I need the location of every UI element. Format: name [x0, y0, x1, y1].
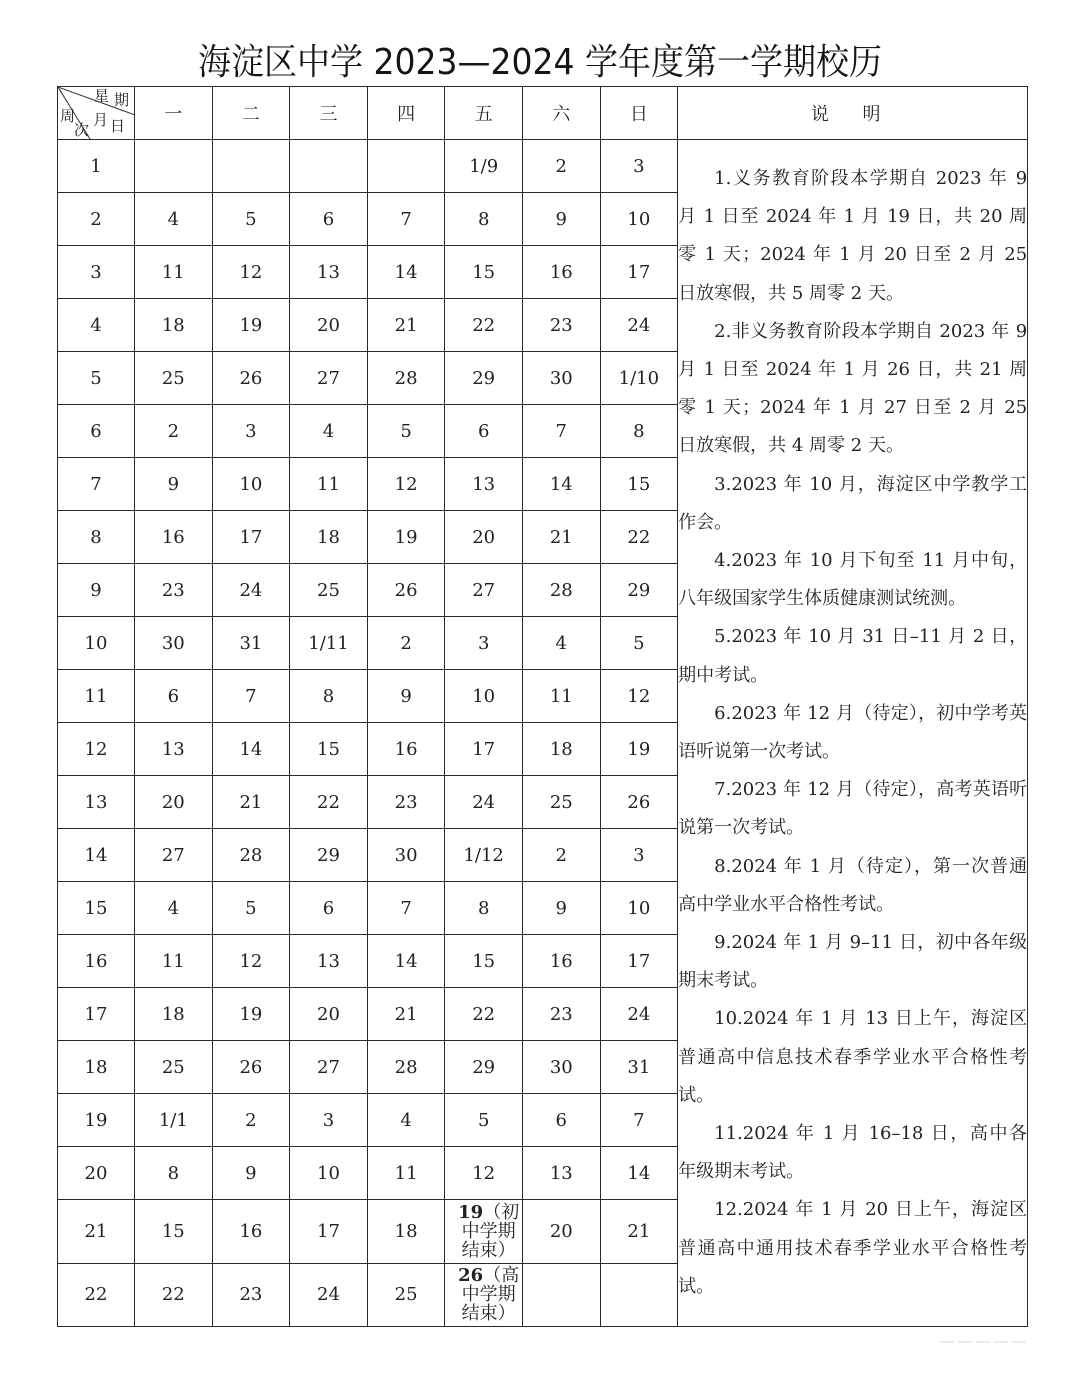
- day-cell: 16: [522, 935, 600, 988]
- day-cell: 1/12: [445, 829, 523, 882]
- day-cell: 10: [212, 458, 290, 511]
- note-item: 6.2023 年 12 月（待定），初中学考英语听说第一次考试。: [678, 702, 1028, 762]
- week-number-cell: 13: [58, 776, 135, 829]
- day-cell: 17: [212, 511, 290, 564]
- day-cell: 14: [600, 1147, 678, 1200]
- day-cell: 6: [522, 1094, 600, 1147]
- day-cell: 8: [445, 882, 523, 935]
- day-cell: 14: [522, 458, 600, 511]
- note-item: 3.2023 年 10 月，海淀区中学教学工作会。: [678, 473, 1028, 533]
- day-cell: 15: [445, 246, 523, 299]
- day-cell: 6: [445, 405, 523, 458]
- note-item: 11.2024 年 1 月 16–18 日，高中各年级期末考试。: [678, 1123, 1028, 1183]
- day-cell: 2: [135, 405, 213, 458]
- day-cell: 6: [290, 193, 368, 246]
- day-cell: 21: [367, 299, 445, 352]
- day-cell: 9: [212, 1147, 290, 1200]
- day-cell: 20: [445, 511, 523, 564]
- day-cell: 10: [445, 670, 523, 723]
- note-item: 1.义务教育阶段本学期自 2023 年 9 月 1 日至 2024 年 1 月 19 日，共 20 周零 1 天；2024 年 1 月 20 日至 2 月 25 日放寒假，共 5 周零 2 天。: [678, 167, 1028, 304]
- corner-label-xing: 星: [94, 87, 110, 105]
- day-cell: 19: [600, 723, 678, 776]
- day-cell: [212, 140, 290, 193]
- day-cell: 6: [135, 670, 213, 723]
- day-cell: 29: [290, 829, 368, 882]
- day-cell: 8: [135, 1147, 213, 1200]
- day-cell: 31: [212, 617, 290, 670]
- day-cell: 27: [290, 1041, 368, 1094]
- day-cell: 12: [445, 1147, 523, 1200]
- day-cell: 1/11: [290, 617, 368, 670]
- day-cell: 22: [290, 776, 368, 829]
- day-cell: 23: [522, 299, 600, 352]
- day-cell: 26: [600, 776, 678, 829]
- day-cell: 23: [367, 776, 445, 829]
- day-cell: 28: [522, 564, 600, 617]
- day-cell: 18: [135, 988, 213, 1041]
- day-cell: 28: [367, 352, 445, 405]
- header-day-thu: 四: [367, 87, 445, 140]
- day-cell: 10: [290, 1147, 368, 1200]
- day-cell: 15: [135, 1200, 213, 1264]
- day-cell: 3: [290, 1094, 368, 1147]
- watermark: [940, 1328, 1050, 1334]
- day-cell: 8: [600, 405, 678, 458]
- day-cell: 14: [367, 935, 445, 988]
- note-item: 5.2023 年 10 月 31 日–11 月 2 日，期中考试。: [678, 626, 1028, 686]
- day-cell: 30: [522, 1041, 600, 1094]
- day-cell: 21: [212, 776, 290, 829]
- semester-end-label: 中学期: [461, 1284, 516, 1306]
- day-cell: 7: [367, 193, 445, 246]
- semester-end-label: （初: [483, 1201, 520, 1223]
- week-number-cell: 1: [58, 140, 135, 193]
- day-cell: 13: [135, 723, 213, 776]
- day-cell: 18: [522, 723, 600, 776]
- day-cell: 20: [290, 299, 368, 352]
- day-cell: 29: [445, 1041, 523, 1094]
- day-cell: 17: [600, 246, 678, 299]
- day-cell: 8: [445, 193, 523, 246]
- day-cell: 5: [600, 617, 678, 670]
- day-cell: 13: [445, 458, 523, 511]
- week-number-cell: 17: [58, 988, 135, 1041]
- week-number-cell: 8: [58, 511, 135, 564]
- day-cell: 18: [367, 1200, 445, 1264]
- note-item: 10.2024 年 1 月 13 日上午，海淀区普通高中信息技术春季学业水平合格性考试。: [678, 1008, 1028, 1106]
- day-cell: 23: [522, 988, 600, 1041]
- day-cell: 4: [290, 405, 368, 458]
- day-cell: 26: [212, 352, 290, 405]
- week-number-cell: 3: [58, 246, 135, 299]
- day-cell: 16: [212, 1200, 290, 1264]
- day-cell: 12: [212, 246, 290, 299]
- day-cell: 25: [290, 564, 368, 617]
- page-title: 海淀区中学 2023—2024 学年度第一学期校历: [198, 40, 882, 83]
- day-cell: 27: [290, 352, 368, 405]
- day-cell: 16: [135, 511, 213, 564]
- semester-end-cell: [445, 1263, 523, 1327]
- day-cell: 25: [522, 776, 600, 829]
- day-cell: 20: [290, 988, 368, 1041]
- header-day-tue: 二: [212, 87, 290, 140]
- day-cell: 25: [135, 352, 213, 405]
- day-cell: 22: [445, 299, 523, 352]
- week-number-cell: 16: [58, 935, 135, 988]
- day-cell: 13: [522, 1147, 600, 1200]
- day-cell: 3: [445, 617, 523, 670]
- day-cell: 30: [367, 829, 445, 882]
- week-number-cell: 15: [58, 882, 135, 935]
- note-item: 2.非义务教育阶段本学期自 2023 年 9 月 1 日至 2024 年 1 月 26 日，共 21 周零 1 天；2024 年 1 月 27 日至 2 月 25 日放寒假，共 4 周零 2 天。: [678, 320, 1028, 457]
- day-cell: 10: [600, 193, 678, 246]
- week-number-cell: 10: [58, 617, 135, 670]
- day-cell: 30: [522, 352, 600, 405]
- day-cell: 16: [367, 723, 445, 776]
- note-item: 4.2023 年 10 月下旬至 11 月中旬，八年级国家学生体质健康测试统测。: [678, 549, 1028, 610]
- day-cell: 21: [522, 511, 600, 564]
- day-cell: 24: [600, 299, 678, 352]
- day-cell: 9: [522, 193, 600, 246]
- day-cell: 3: [600, 140, 678, 193]
- day-cell: 23: [135, 564, 213, 617]
- day-cell: 15: [445, 935, 523, 988]
- day-cell: 28: [212, 829, 290, 882]
- note-item: 8.2024 年 1 月（待定），第一次普通高中学业水平合格性考试。: [678, 855, 1028, 915]
- day-cell: 2: [212, 1094, 290, 1147]
- day-cell: 2: [522, 829, 600, 882]
- week-number-cell: 5: [58, 352, 135, 405]
- day-cell: 7: [522, 405, 600, 458]
- day-cell: 2: [367, 617, 445, 670]
- semester-end-label: （高: [483, 1265, 520, 1287]
- day-cell: 5: [445, 1094, 523, 1147]
- day-cell: 12: [367, 458, 445, 511]
- day-cell: 29: [600, 564, 678, 617]
- week-number-cell: 12: [58, 723, 135, 776]
- week-number-cell: 2: [58, 193, 135, 246]
- day-cell: 24: [212, 564, 290, 617]
- day-cell: [522, 1263, 600, 1327]
- day-cell: 5: [367, 405, 445, 458]
- day-cell: 23: [212, 1263, 290, 1327]
- day-cell: 12: [600, 670, 678, 723]
- day-cell: 16: [522, 246, 600, 299]
- day-cell: 22: [135, 1263, 213, 1327]
- day-cell: 31: [600, 1041, 678, 1094]
- day-cell: 20: [522, 1200, 600, 1264]
- day-cell: 17: [445, 723, 523, 776]
- day-cell: 10: [600, 882, 678, 935]
- day-cell: 24: [600, 988, 678, 1041]
- day-cell: 29: [445, 352, 523, 405]
- day-cell: 9: [522, 882, 600, 935]
- corner-label-ri: 日: [110, 117, 126, 135]
- day-cell: 17: [290, 1200, 368, 1264]
- header-row: [58, 87, 1028, 140]
- week-number-cell: 9: [58, 564, 135, 617]
- header-day-sun: 日: [600, 87, 678, 140]
- day-cell: 19: [367, 511, 445, 564]
- day-cell: 12: [212, 935, 290, 988]
- semester-end-date: 26: [458, 1265, 484, 1287]
- day-cell: 5: [212, 193, 290, 246]
- day-cell: [135, 140, 213, 193]
- day-cell: 15: [600, 458, 678, 511]
- semester-end-label: 结束）: [461, 1239, 516, 1261]
- week-number-cell: 18: [58, 1041, 135, 1094]
- semester-end-label: 结束）: [461, 1303, 516, 1325]
- day-cell: 24: [445, 776, 523, 829]
- header-day-fri: 五: [445, 87, 523, 140]
- day-cell: 13: [290, 935, 368, 988]
- day-cell: 14: [212, 723, 290, 776]
- day-cell: 8: [290, 670, 368, 723]
- day-cell: 28: [367, 1041, 445, 1094]
- notes-cell: [678, 140, 1028, 1327]
- day-cell: 4: [135, 193, 213, 246]
- day-cell: 11: [135, 935, 213, 988]
- day-cell: 22: [445, 988, 523, 1041]
- week-number-cell: 19: [58, 1094, 135, 1147]
- day-cell: 15: [290, 723, 368, 776]
- day-cell: 1/1: [135, 1094, 213, 1147]
- day-cell: 4: [135, 882, 213, 935]
- day-cell: 21: [367, 988, 445, 1041]
- day-cell: 5: [212, 882, 290, 935]
- day-cell: 26: [367, 564, 445, 617]
- day-cell: 14: [367, 246, 445, 299]
- day-cell: 22: [600, 511, 678, 564]
- table-row: [58, 140, 1028, 193]
- day-cell: [367, 140, 445, 193]
- week-number-cell: 11: [58, 670, 135, 723]
- semester-end-date: 19: [458, 1201, 484, 1223]
- day-cell: 11: [367, 1147, 445, 1200]
- day-cell: 20: [135, 776, 213, 829]
- day-cell: [290, 140, 368, 193]
- day-cell: 19: [212, 988, 290, 1041]
- corner-label-yue: 月: [93, 111, 109, 129]
- day-cell: [600, 1263, 678, 1327]
- day-cell: 9: [367, 670, 445, 723]
- corner-header-cell: [58, 87, 135, 140]
- note-item: 9.2024 年 1 月 9–11 日，初中各年级期末考试。: [678, 932, 1028, 992]
- day-cell: 21: [600, 1200, 678, 1264]
- school-calendar-table: [57, 86, 1028, 1327]
- week-number-cell: 22: [58, 1263, 135, 1327]
- note-item: 12.2024 年 1 月 20 日上午，海淀区普通高中通用技术春季学业水平合格性考试。: [678, 1199, 1028, 1297]
- day-cell: 25: [135, 1041, 213, 1094]
- corner-label-zhou: 周: [60, 107, 76, 125]
- week-number-cell: 7: [58, 458, 135, 511]
- day-cell: 25: [367, 1263, 445, 1327]
- week-number-cell: 14: [58, 829, 135, 882]
- week-number-cell: 20: [58, 1147, 135, 1200]
- day-cell: 7: [367, 882, 445, 935]
- semester-end-label: 中学期: [461, 1220, 516, 1242]
- header-day-sat: 六: [522, 87, 600, 140]
- day-cell: 3: [600, 829, 678, 882]
- day-cell: 4: [522, 617, 600, 670]
- day-cell: 24: [290, 1263, 368, 1327]
- day-cell: 7: [212, 670, 290, 723]
- header-notes: 说 明: [678, 87, 1028, 140]
- day-cell: 27: [445, 564, 523, 617]
- week-number-cell: 6: [58, 405, 135, 458]
- week-number-cell: 21: [58, 1200, 135, 1264]
- day-cell: 30: [135, 617, 213, 670]
- day-cell: 27: [135, 829, 213, 882]
- day-cell: 26: [212, 1041, 290, 1094]
- day-cell: 18: [290, 511, 368, 564]
- day-cell: 11: [290, 458, 368, 511]
- day-cell: 4: [367, 1094, 445, 1147]
- semester-end-cell: [445, 1200, 523, 1264]
- day-cell: 2: [522, 140, 600, 193]
- note-item: 7.2023 年 12 月（待定），高考英语听说第一次考试。: [678, 779, 1028, 839]
- day-cell: 11: [522, 670, 600, 723]
- day-cell: 1/10: [600, 352, 678, 405]
- week-number-cell: 4: [58, 299, 135, 352]
- day-cell: 6: [290, 882, 368, 935]
- day-cell: 1/9: [445, 140, 523, 193]
- day-cell: 17: [600, 935, 678, 988]
- header-day-wed: 三: [290, 87, 368, 140]
- corner-label-ci: 次: [74, 121, 90, 139]
- day-cell: 3: [212, 405, 290, 458]
- corner-label-qi: 期: [114, 91, 130, 109]
- header-day-mon: 一: [135, 87, 213, 140]
- day-cell: 11: [135, 246, 213, 299]
- day-cell: 18: [135, 299, 213, 352]
- day-cell: 19: [212, 299, 290, 352]
- day-cell: 7: [600, 1094, 678, 1147]
- day-cell: 9: [135, 458, 213, 511]
- day-cell: 13: [290, 246, 368, 299]
